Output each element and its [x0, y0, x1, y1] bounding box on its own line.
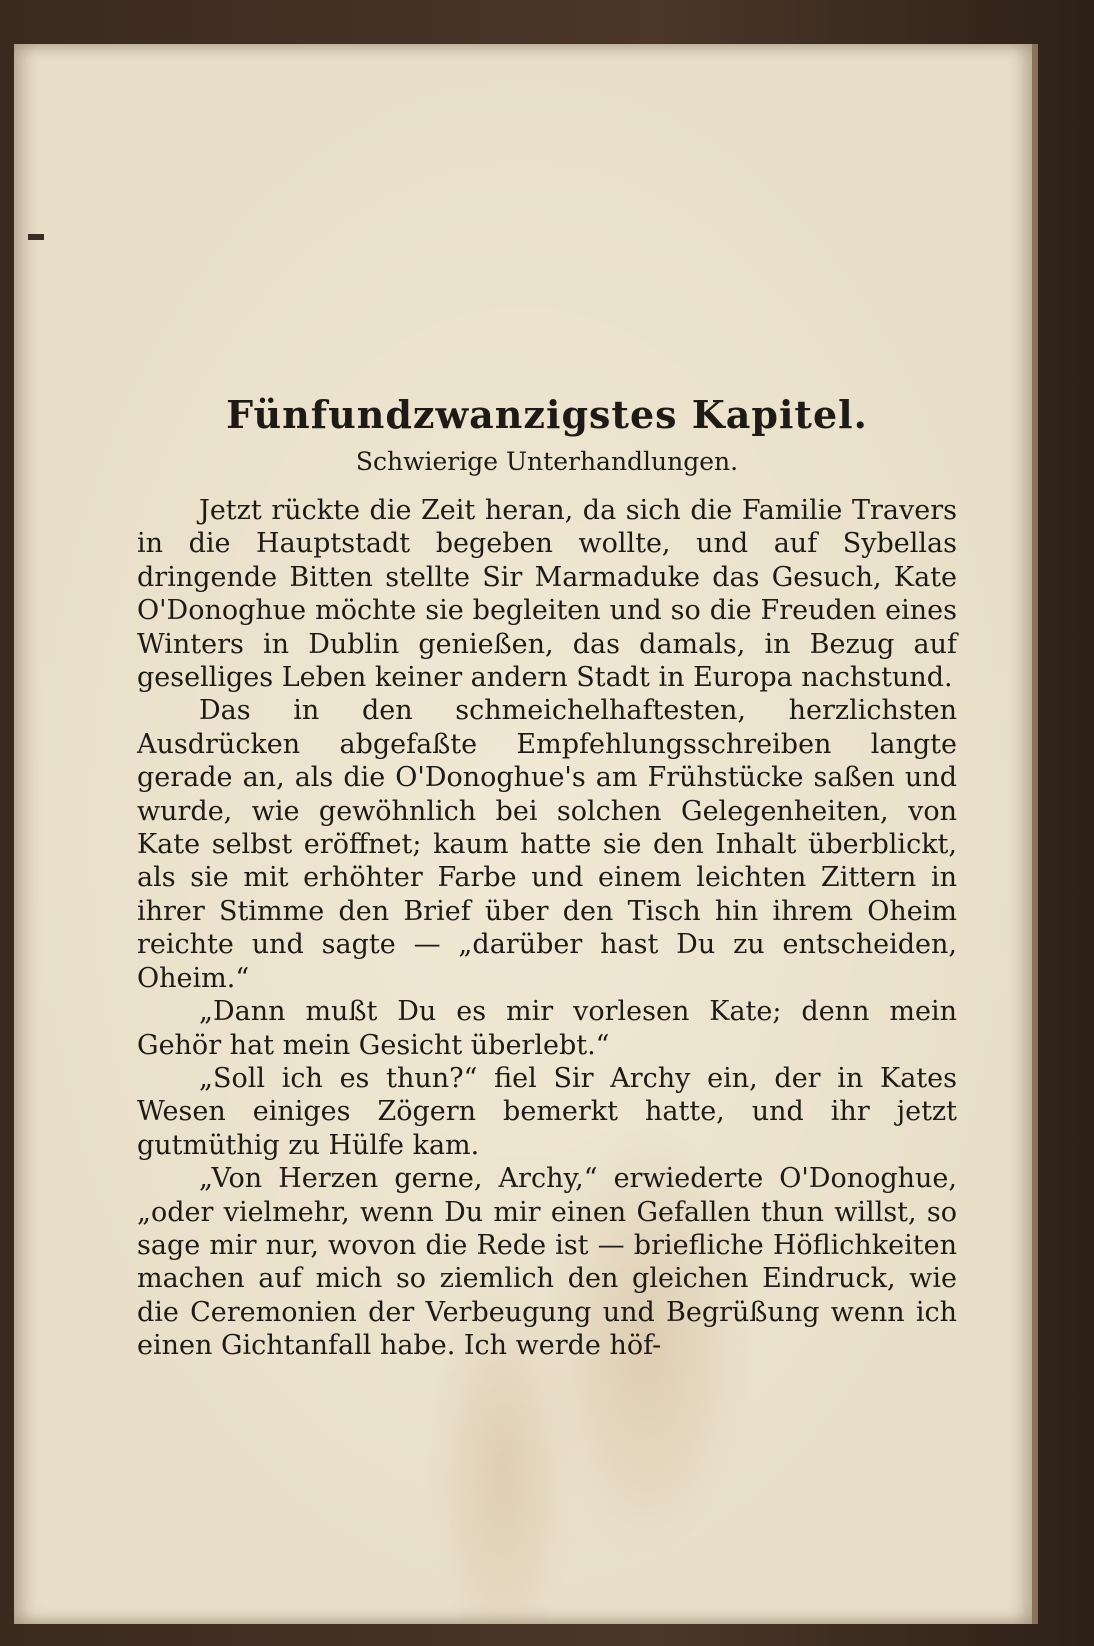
paragraph: Jetzt rückte die Zeit heran, da sich die Familie Travers in die Hauptstadt begeben wollte, und auf Sybellas dringende Bitten stellte Sir Marmaduke das Gesuch, Kate O'Donoghue möchte sie begleiten und so die Freuden eines Winters in Dublin genießen, das damals, in Bezug auf geselliges Leben keiner andern Stadt in Europa nachstund. — [137, 495, 957, 694]
page-edge-mark — [28, 234, 44, 240]
body-text — [137, 494, 957, 1363]
chapter-title: Fünfundzwanzigstes Kapitel. — [226, 392, 868, 437]
paragraph: „Soll ich es thun?“ fiel Sir Archy ein, der in Kates Wesen einiges Zögern bemerkt hatte, und ihr jetzt gutmüthig zu Hülfe kam. — [137, 1062, 957, 1161]
chapter-subtitle: Schwierige Unterhandlungen. — [355, 447, 739, 476]
page-text — [137, 392, 957, 1363]
paragraph: „Dann mußt Du es mir vorlesen Kate; denn mein Gehör hat mein Gesicht überlebt.“ — [137, 996, 957, 1061]
paragraph: Das in den schmeichelhaftesten, herzlichsten Ausdrücken abgefaßte Empfehlungsschreiben langte gerade an, als die O'Donoghue's am Frühstücke saßen und wurde, wie gewöhnlich bei solchen Gelegenheiten, von Kate selbst eröffnet; kaum hatte sie den Inhalt überblickt, als sie mit erhöhter Farbe und einem leichten Zittern in ihrer Stimme den Brief über den Tisch hin ihrem Oheim reichte und sagte — „darüber hast Du zu entscheiden, Oheim.“ — [137, 695, 957, 994]
paragraph: „Von Herzen gerne, Archy,“ erwiederte O'Donoghue, „oder vielmehr, wenn Du mir einen Gefallen thun willst, so sage mir nur, wovon die Rede ist — briefliche Höflichkeiten machen auf mich so ziemlich den gleichen Eindruck, wie die Ceremonien der Verbeugung und Begrüßung wenn ich einen Gichtanfall habe. Ich werde höf- — [137, 1163, 957, 1362]
